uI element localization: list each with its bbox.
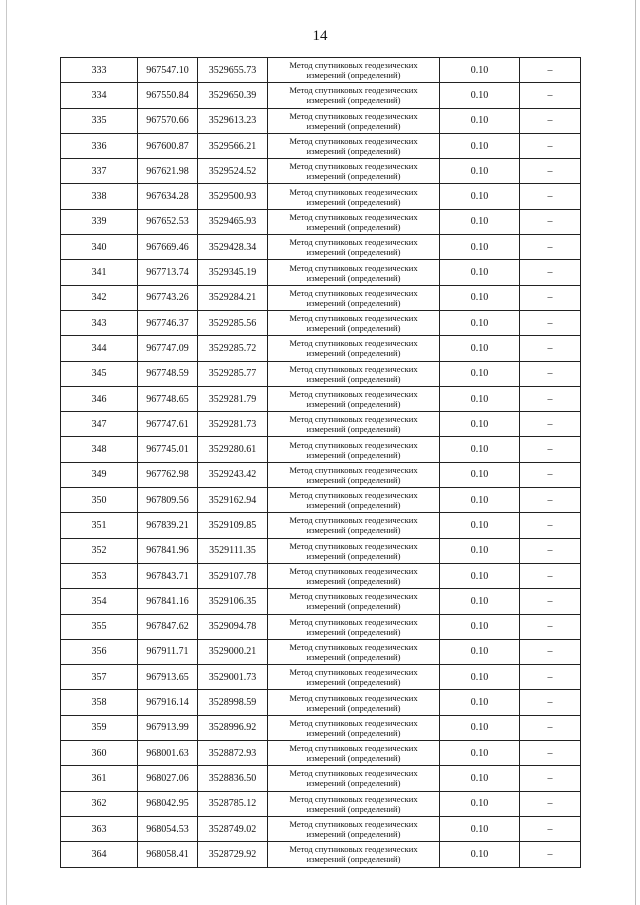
accuracy-cell: 0.10 [440,639,520,664]
method-line-2: измерений (определений) [306,854,401,865]
x-coordinate-cell: 967916.14 [138,690,198,715]
method-cell [268,690,440,715]
method-cell [268,58,440,83]
y-coordinate-cell: 3529001.73 [198,665,268,690]
x-coordinate-cell: 967570.66 [138,108,198,133]
table-row [61,462,581,487]
y-coordinate-cell: 3529650.39 [198,83,268,108]
table-row [61,639,581,664]
note-cell: – [520,184,581,209]
y-coordinate-cell: 3529162.94 [198,488,268,513]
note-cell: – [520,159,581,184]
y-coordinate-cell: 3529345.19 [198,260,268,285]
x-coordinate-cell: 967745.01 [138,437,198,462]
note-cell: – [520,285,581,310]
method-cell [268,741,440,766]
point-number-cell: 333 [61,58,138,83]
method-line-1: Метод спутниковых геодезических [289,464,418,475]
y-coordinate-cell: 3528785.12 [198,791,268,816]
method-cell [268,108,440,133]
method-line-1: Метод спутниковых геодезических [289,439,418,450]
table-row [61,513,581,538]
method-line-2: измерений (определений) [306,550,401,561]
table-row [61,741,581,766]
method-cell [268,563,440,588]
method-line-2: измерений (определений) [306,70,401,81]
x-coordinate-cell: 967634.28 [138,184,198,209]
note-cell: – [520,488,581,513]
method-cell [268,386,440,411]
table-row [61,690,581,715]
method-cell [268,235,440,260]
table-row [61,361,581,386]
method-cell [268,589,440,614]
table-row [61,665,581,690]
method-cell [268,310,440,335]
method-line-1: Метод спутниковых геодезических [289,338,418,349]
method-line-2: измерений (определений) [306,399,401,409]
method-line-1: Метод спутниковых геодезических [289,85,418,96]
method-line-2: измерений (определений) [306,803,401,814]
y-coordinate-cell: 3529524.52 [198,159,268,184]
accuracy-cell: 0.10 [440,437,520,462]
method-line-2: измерений (определений) [306,120,401,131]
accuracy-cell: 0.10 [440,361,520,386]
method-line-2: измерений (определений) [306,196,401,207]
method-cell [268,842,440,867]
table-row [61,538,581,563]
accuracy-cell: 0.10 [440,741,520,766]
point-number-cell: 335 [61,108,138,133]
method-cell [268,538,440,563]
x-coordinate-cell: 968042.95 [138,791,198,816]
table-row [61,488,581,513]
point-number-cell: 351 [61,513,138,538]
method-cell [268,83,440,108]
scan-edge-left [6,0,7,905]
point-number-cell: 352 [61,538,138,563]
method-line-2: измерений (определений) [306,702,401,713]
accuracy-cell: 0.10 [440,235,520,260]
table-row [61,412,581,437]
table-row [61,386,581,411]
point-number-cell: 355 [61,614,138,639]
method-cell [268,159,440,184]
y-coordinate-cell: 3529281.73 [198,412,268,437]
method-line-1: Метод спутниковых геодезических [289,490,418,501]
method-line-1: Метод спутниковых геодезических [289,819,418,830]
table-row [61,816,581,841]
method-line-1: Метод спутниковых геодезических [289,641,418,652]
x-coordinate-cell: 967748.59 [138,361,198,386]
x-coordinate-cell: 967743.26 [138,285,198,310]
method-line-1: Метод спутниковых геодезических [289,793,418,804]
y-coordinate-cell: 3529465.93 [198,209,268,234]
point-number-cell: 361 [61,766,138,791]
method-line-2: измерений (определений) [306,323,401,334]
accuracy-cell: 0.10 [440,538,520,563]
method-line-1: Метод спутниковых геодезических [289,844,418,855]
note-cell: – [520,563,581,588]
accuracy-cell: 0.10 [440,842,520,867]
accuracy-cell: 0.10 [440,310,520,335]
x-coordinate-cell: 967841.16 [138,589,198,614]
method-line-1: Метод спутниковых геодезических [289,60,418,71]
table-row [61,563,581,588]
method-cell [268,462,440,487]
method-line-1: Метод спутниковых геодезических [289,211,418,222]
point-number-cell: 363 [61,816,138,841]
table-row [61,437,581,462]
y-coordinate-cell: 3529281.79 [198,386,268,411]
table-row [61,209,581,234]
point-number-cell: 357 [61,665,138,690]
method-line-1: Метод спутниковых геодезических [289,186,418,197]
table-row [61,58,581,83]
point-number-cell: 345 [61,361,138,386]
y-coordinate-cell: 3529428.34 [198,235,268,260]
x-coordinate-cell: 967547.10 [138,58,198,83]
method-line-1: Метод спутниковых геодезических [289,313,418,324]
point-number-cell: 358 [61,690,138,715]
x-coordinate-cell: 967669.46 [138,235,198,260]
note-cell: – [520,665,581,690]
point-number-cell: 339 [61,209,138,234]
accuracy-cell: 0.10 [440,816,520,841]
note-cell: – [520,108,581,133]
method-line-1: Метод спутниковых геодезических [289,540,418,551]
accuracy-cell: 0.10 [440,665,520,690]
x-coordinate-cell: 967621.98 [138,159,198,184]
method-cell [268,336,440,361]
method-line-2: измерений (определений) [306,424,401,435]
point-number-cell: 353 [61,563,138,588]
accuracy-cell: 0.10 [440,285,520,310]
y-coordinate-cell: 3528872.93 [198,741,268,766]
note-cell: – [520,361,581,386]
point-number-cell: 356 [61,639,138,664]
note-cell: – [520,715,581,740]
y-coordinate-cell: 3529500.93 [198,184,268,209]
accuracy-cell: 0.10 [440,83,520,108]
table-row [61,159,581,184]
accuracy-cell: 0.10 [440,133,520,158]
table-row [61,235,581,260]
x-coordinate-cell: 967600.87 [138,133,198,158]
method-cell [268,791,440,816]
page-number: 14 [312,28,328,44]
x-coordinate-cell: 967913.65 [138,665,198,690]
point-number-cell: 362 [61,791,138,816]
method-line-1: Метод спутниковых геодезических [289,515,418,526]
method-line-1: Метод спутниковых геодезических [289,591,418,602]
scan-edge-right [635,0,636,905]
y-coordinate-cell: 3529094.78 [198,614,268,639]
y-coordinate-cell: 3529285.56 [198,310,268,335]
note-cell: – [520,639,581,664]
y-coordinate-cell: 3529285.77 [198,361,268,386]
point-number-cell: 337 [61,159,138,184]
y-coordinate-cell: 3529107.78 [198,563,268,588]
table-row [61,614,581,639]
method-cell [268,437,440,462]
accuracy-cell: 0.10 [440,563,520,588]
point-number-cell: 348 [61,437,138,462]
method-cell [268,639,440,664]
accuracy-cell: 0.10 [440,614,520,639]
x-coordinate-cell: 968027.06 [138,766,198,791]
accuracy-cell: 0.10 [440,108,520,133]
x-coordinate-cell: 967839.21 [138,513,198,538]
y-coordinate-cell: 3529655.73 [198,58,268,83]
method-cell [268,412,440,437]
x-coordinate-cell: 967713.74 [138,260,198,285]
method-line-2: измерений (определений) [306,146,401,157]
method-line-2: измерений (определений) [306,373,401,384]
table-row [61,766,581,791]
y-coordinate-cell: 3529111.35 [198,538,268,563]
coordinates-table [60,57,581,868]
y-coordinate-cell: 3528996.92 [198,715,268,740]
accuracy-cell: 0.10 [440,412,520,437]
method-line-2: измерений (определений) [306,500,401,511]
table-row [61,83,581,108]
point-number-cell: 359 [61,715,138,740]
y-coordinate-cell: 3528836.50 [198,766,268,791]
method-line-2: измерений (определений) [306,829,401,840]
method-line-1: Метод спутниковых геодезических [289,161,418,172]
note-cell: – [520,83,581,108]
y-coordinate-cell: 3529000.21 [198,639,268,664]
method-cell [268,184,440,209]
accuracy-cell: 0.10 [440,690,520,715]
x-coordinate-cell: 967911.71 [138,639,198,664]
note-cell: – [520,336,581,361]
accuracy-cell: 0.10 [440,766,520,791]
note-cell: – [520,513,581,538]
method-line-2: измерений (определений) [306,221,401,232]
note-cell: – [520,437,581,462]
y-coordinate-cell: 3528998.59 [198,690,268,715]
method-line-2: измерений (определений) [306,778,401,789]
note-cell: – [520,816,581,841]
method-line-1: Метод спутниковых геодезических [289,363,418,374]
method-line-2: измерений (определений) [306,95,401,106]
point-number-cell: 349 [61,462,138,487]
method-cell [268,260,440,285]
x-coordinate-cell: 967841.96 [138,538,198,563]
table-row [61,108,581,133]
method-cell [268,766,440,791]
method-line-2: измерений (определений) [306,576,401,587]
x-coordinate-cell: 968054.53 [138,816,198,841]
y-coordinate-cell: 3529285.72 [198,336,268,361]
method-line-1: Метод спутниковых геодезических [289,136,418,147]
note-cell: – [520,462,581,487]
y-coordinate-cell: 3528749.02 [198,816,268,841]
note-cell: – [520,741,581,766]
table-row [61,285,581,310]
table-row [61,133,581,158]
y-coordinate-cell: 3529566.21 [198,133,268,158]
table-row [61,842,581,867]
point-number-cell: 360 [61,741,138,766]
x-coordinate-cell: 968058.41 [138,842,198,867]
accuracy-cell: 0.10 [440,159,520,184]
method-line-1: Метод спутниковых геодезических [289,237,418,248]
method-cell [268,665,440,690]
note-cell: – [520,766,581,791]
table-row [61,310,581,335]
note-cell: – [520,58,581,83]
accuracy-cell: 0.10 [440,589,520,614]
method-cell [268,816,440,841]
method-line-2: измерений (определений) [306,753,401,764]
method-line-1: Метод спутниковых геодезических [289,110,418,121]
table-row [61,791,581,816]
point-number-cell: 341 [61,260,138,285]
y-coordinate-cell: 3528729.92 [198,842,268,867]
note-cell: – [520,209,581,234]
coordinates-table-body [61,58,581,868]
method-line-2: измерений (определений) [306,651,401,662]
note-cell: – [520,133,581,158]
point-number-cell: 344 [61,336,138,361]
point-number-cell: 347 [61,412,138,437]
x-coordinate-cell: 967652.53 [138,209,198,234]
table-row [61,184,581,209]
y-coordinate-cell: 3529284.21 [198,285,268,310]
table-row [61,715,581,740]
method-line-2: измерений (определений) [306,727,401,738]
x-coordinate-cell: 968001.63 [138,741,198,766]
note-cell: – [520,690,581,715]
accuracy-cell: 0.10 [440,513,520,538]
accuracy-cell: 0.10 [440,791,520,816]
x-coordinate-cell: 967843.71 [138,563,198,588]
method-cell [268,285,440,310]
method-line-2: измерений (определений) [306,348,401,359]
method-line-1: Метод спутниковых геодезических [289,667,418,678]
method-cell [268,488,440,513]
method-line-1: Метод спутниковых геодезических [289,262,418,273]
method-line-2: измерений (определений) [306,297,401,308]
method-line-1: Метод спутниковых геодезических [289,287,418,298]
point-number-cell: 354 [61,589,138,614]
accuracy-cell: 0.10 [440,209,520,234]
method-line-1: Метод спутниковых геодезических [289,743,418,754]
method-cell [268,614,440,639]
point-number-cell: 364 [61,842,138,867]
y-coordinate-cell: 3529243.42 [198,462,268,487]
accuracy-cell: 0.10 [440,336,520,361]
method-line-1: Метод спутниковых геодезических [289,616,418,627]
point-number-cell: 340 [61,235,138,260]
method-line-1: Метод спутниковых геодезических [289,692,418,703]
method-line-1: Метод спутниковых геодезических [289,566,418,577]
y-coordinate-cell: 3529613.23 [198,108,268,133]
note-cell: – [520,412,581,437]
x-coordinate-cell: 967847.62 [138,614,198,639]
y-coordinate-cell: 3529280.61 [198,437,268,462]
note-cell: – [520,235,581,260]
method-line-1: Метод спутниковых геодезических [289,414,418,425]
accuracy-cell: 0.10 [440,488,520,513]
accuracy-cell: 0.10 [440,462,520,487]
method-line-2: измерений (определений) [306,601,401,612]
table-row [61,336,581,361]
method-line-2: измерений (определений) [306,677,401,688]
x-coordinate-cell: 967747.61 [138,412,198,437]
x-coordinate-cell: 967913.99 [138,715,198,740]
note-cell: – [520,260,581,285]
y-coordinate-cell: 3529109.85 [198,513,268,538]
method-line-2: измерений (определений) [306,247,401,258]
method-cell [268,715,440,740]
x-coordinate-cell: 967550.84 [138,83,198,108]
method-line-2: измерений (определений) [306,474,401,485]
method-line-2: измерений (определений) [306,449,401,460]
note-cell: – [520,310,581,335]
note-cell: – [520,386,581,411]
x-coordinate-cell: 967762.98 [138,462,198,487]
x-coordinate-cell: 967748.65 [138,386,198,411]
x-coordinate-cell: 967747.09 [138,336,198,361]
point-number-cell: 346 [61,386,138,411]
method-cell [268,133,440,158]
accuracy-cell: 0.10 [440,184,520,209]
method-line-1: Метод спутниковых геодезических [289,389,418,399]
point-number-cell: 336 [61,133,138,158]
point-number-cell: 350 [61,488,138,513]
note-cell: – [520,614,581,639]
method-line-1: Метод спутниковых геодезических [289,768,418,779]
method-cell [268,361,440,386]
point-number-cell: 334 [61,83,138,108]
point-number-cell: 343 [61,310,138,335]
note-cell: – [520,538,581,563]
note-cell: – [520,791,581,816]
method-cell [268,209,440,234]
method-line-2: измерений (определений) [306,525,401,536]
table-row [61,589,581,614]
method-line-1: Метод спутниковых геодезических [289,717,418,728]
method-line-2: измерений (определений) [306,626,401,637]
point-number-cell: 342 [61,285,138,310]
method-line-2: измерений (определений) [306,171,401,182]
accuracy-cell: 0.10 [440,260,520,285]
table-row [61,260,581,285]
note-cell: – [520,842,581,867]
point-number-cell: 338 [61,184,138,209]
accuracy-cell: 0.10 [440,715,520,740]
accuracy-cell: 0.10 [440,58,520,83]
method-line-2: измерений (определений) [306,272,401,283]
note-cell: – [520,589,581,614]
accuracy-cell: 0.10 [440,386,520,411]
x-coordinate-cell: 967809.56 [138,488,198,513]
method-cell [268,513,440,538]
x-coordinate-cell: 967746.37 [138,310,198,335]
y-coordinate-cell: 3529106.35 [198,589,268,614]
